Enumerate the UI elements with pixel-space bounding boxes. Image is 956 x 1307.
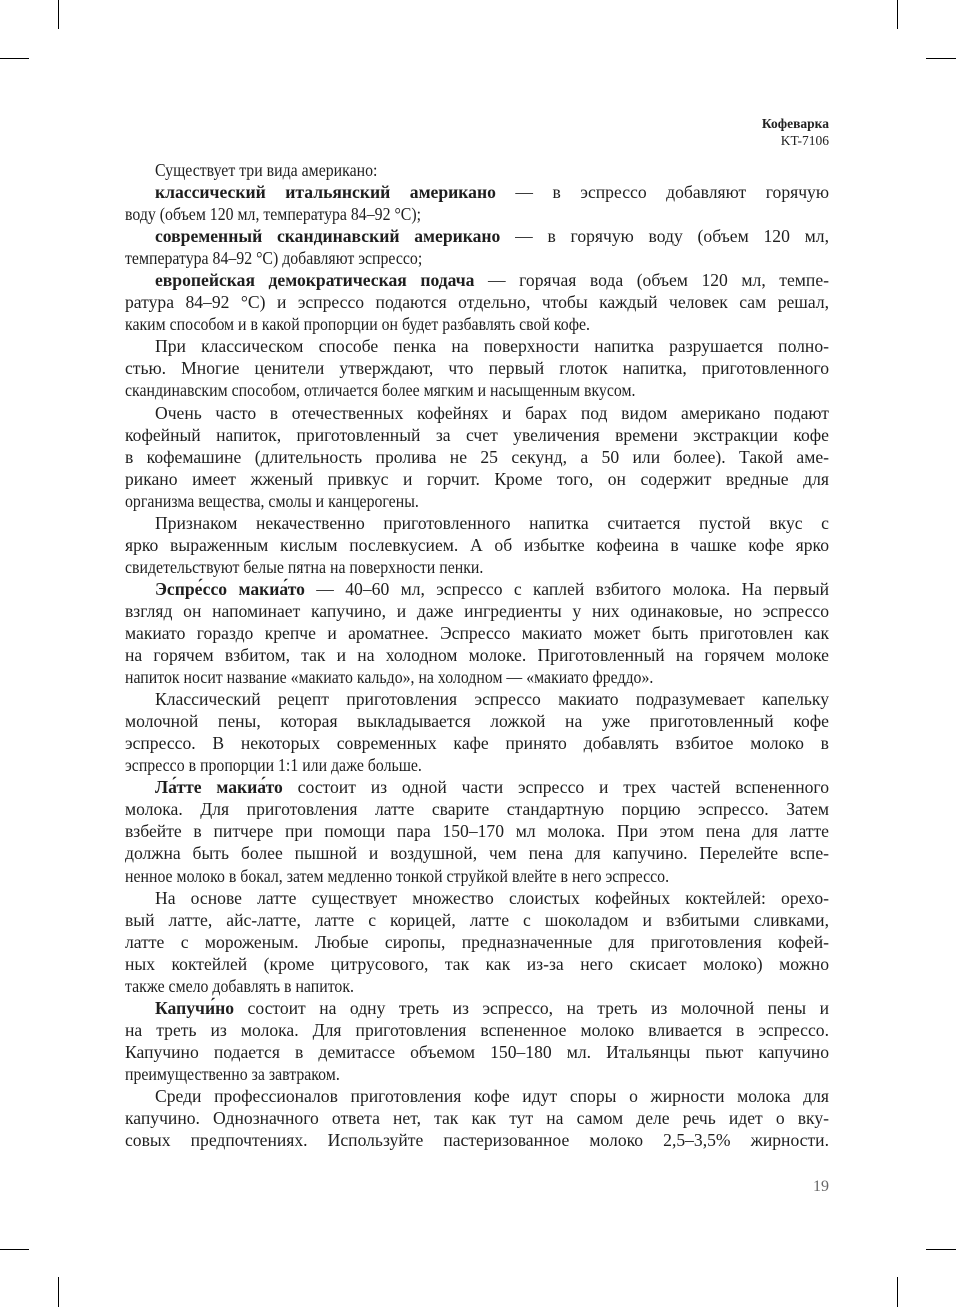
text-run: Капучино подается в демитассе объемом 150–180 мл. Итальянцы пьют капучино — [125, 1041, 829, 1062]
text-line — [125, 600, 829, 622]
text-line — [125, 865, 829, 887]
text-line — [125, 203, 829, 225]
crop-mark-tr-h — [926, 58, 956, 59]
text-line — [125, 1107, 829, 1129]
bold-term: Капучи́но — [155, 997, 235, 1018]
text-run: должна быть более пышной и воздушной, чем пена для капучино. Перелейте вспе- — [125, 843, 829, 864]
text-line — [125, 798, 829, 820]
bold-term: классический итальянский американо — [155, 182, 496, 203]
text-line — [125, 468, 829, 490]
text-run: состоит из одной части эспрессо и трех частей вспененного — [282, 777, 829, 798]
text-run: воду (объем 120 мл, температура 84–92 °С); — [125, 204, 422, 225]
text-run: Классический рецепт приготовления эспрессо макиато подразумевает капельку — [155, 689, 829, 710]
text-line — [125, 247, 829, 269]
text-run: каким способом и в какой пропорции он будет разбавлять свой кофе. — [125, 314, 590, 335]
text-line — [125, 909, 829, 931]
text-line — [125, 820, 829, 842]
text-run: молока. Для приготовления латте сварите стандартную порцию эспрессо. Затем — [125, 799, 829, 820]
bold-term: Эспре́ссо макиа́то — [155, 578, 305, 599]
body-text — [125, 159, 829, 1151]
text-run: ярко выраженным кислым послевкусием. А об избытке кофеина в чашке кофе ярко — [125, 534, 829, 555]
text-line — [125, 402, 829, 424]
text-run: эспрессо. В некоторых современных кафе принято добавлять взбитое молоко в — [125, 733, 829, 754]
text-run: напиток носит название «макиато кальдо», на холодном — «макиато фреддо». — [125, 667, 654, 688]
text-run: скандинавским способом, отличается более мягким и насыщенным вкусом. — [125, 380, 636, 401]
text-run: При классическом способе пенка на поверхности напитка разрушается полно- — [155, 336, 829, 357]
text-line — [125, 754, 829, 776]
crop-mark-tr-v — [897, 0, 898, 29]
text-run: взбейте в питчере при помощи пара 150–170 мл молока. При этом пена для латте — [125, 821, 829, 842]
text-line — [125, 710, 829, 732]
text-run: совых предпочтениях. Используйте пастеризованное молоко 2,5–3,5% жирности. — [125, 1130, 829, 1151]
text-run: на треть из молока. Для приготовления вспененное молоко вливается в эспрессо. — [125, 1019, 829, 1040]
text-run: — в эспрессо добавляют горячую — [495, 182, 830, 203]
bold-term: современный скандинавский американо — [155, 226, 501, 247]
text-run: преимущественно за завтраком. — [125, 1063, 340, 1084]
text-line — [125, 1041, 829, 1063]
text-line — [125, 379, 829, 401]
text-run: ратура 84–92 °С) и эспрессо подаются отдельно, чтобы каждый человек сам решал, — [125, 292, 829, 313]
text-line — [125, 1063, 829, 1085]
text-line — [125, 269, 829, 291]
text-line — [125, 534, 829, 556]
crop-mark-bl-v — [58, 1277, 59, 1307]
text-line — [125, 225, 829, 247]
page-number: 19 — [813, 1178, 829, 1195]
text-line — [125, 1129, 829, 1151]
text-line — [125, 181, 829, 203]
text-run: в кофемашине (длительность пролива не 25 секунд, а 50 или более). Такой аме- — [125, 446, 829, 467]
text-line — [125, 953, 829, 975]
text-run: молочной пены, которая выкладывается ложкой на уже приготовленный кофе — [125, 711, 829, 732]
text-run: эспрессо в пропорции 1:1 или даже больше. — [125, 755, 422, 776]
text-run: рикано имеет жженый привкус и горчит. Кроме того, он содержит вредные для — [125, 468, 829, 489]
text-line — [125, 887, 829, 909]
text-line — [125, 159, 829, 181]
text-run: На основе латте существует множество слоистых кофейных коктейлей: орехо- — [155, 887, 829, 908]
text-line — [125, 446, 829, 468]
text-line — [125, 997, 829, 1019]
text-run: макиато гораздо крепче и ароматнее. Эспрессо макиато может быть приготовлен как — [125, 622, 829, 643]
text-run: Среди профессионалов приготовления кофе идут споры о жирности молока для — [155, 1085, 829, 1106]
crop-mark-br-v — [897, 1277, 898, 1307]
bold-term: европейская демократическая подача — [155, 270, 475, 291]
crop-mark-tl-h — [0, 58, 29, 59]
text-line — [125, 931, 829, 953]
text-run: — 40–60 мл, эспрессо с каплей взбитого молока. На первый — [304, 578, 830, 599]
text-line — [125, 776, 829, 798]
text-run: ненное молоко в бокал, затем медленно тонкой струйкой влейте в него эспрессо. — [125, 865, 670, 886]
text-run: взгляд он напоминает капучино, и даже ингредиенты у них одинаковые, но эспрессо — [125, 600, 829, 621]
text-run: также смело добавлять в напиток. — [125, 975, 354, 996]
header-title: Кофеварка — [761, 116, 829, 131]
text-run: — горячая вода (объем 120 мл, темпе- — [474, 270, 829, 291]
text-line — [125, 490, 829, 512]
bold-term: Ла́тте макиа́то — [155, 777, 283, 798]
text-run: — в горячую воду (объем 120 мл, — [500, 226, 829, 247]
text-run: стью. Многие ценители утверждают, что первый глоток напитка, приготовленного — [125, 358, 829, 379]
text-line — [125, 313, 829, 335]
text-line — [125, 688, 829, 710]
text-run: свидетельствуют белые пятна на поверхности пенки. — [125, 556, 484, 577]
text-line — [125, 842, 829, 864]
running-header — [762, 115, 829, 149]
crop-mark-bl-h — [0, 1249, 29, 1250]
text-run: латте с мороженым. Любые сиропы, предназначенные для приготовления кофей- — [125, 931, 829, 952]
text-line — [125, 512, 829, 534]
text-line — [125, 1085, 829, 1107]
crop-mark-br-h — [926, 1249, 956, 1250]
text-line — [125, 424, 829, 446]
text-line — [125, 644, 829, 666]
text-run: организма вещества, смолы и канцерогены. — [125, 490, 419, 511]
text-run: капучино. Однозначного ответа нет, так как тут на самом деле речь идет о вку- — [125, 1108, 829, 1129]
text-run: кофейный напиток, приготовленный за счет увеличения времени экстракции кофе — [125, 424, 829, 445]
text-run: состоит на одну треть из эспрессо, на треть из молочной пены и — [234, 997, 829, 1018]
text-line — [125, 291, 829, 313]
text-line — [125, 556, 829, 578]
text-run: Существует три вида американо: — [155, 160, 378, 180]
text-line — [125, 357, 829, 379]
text-line — [125, 335, 829, 357]
text-line — [125, 975, 829, 997]
text-run: вый латте, айс-латте, латте с корицей, латте с шоколадом и взбитыми сливками, — [125, 909, 829, 930]
header-model: KT-7106 — [780, 133, 829, 148]
text-run: ных коктейлей (кроме цитрусового, так как из-за него скисает молоко) можно — [125, 953, 829, 974]
text-line — [125, 666, 829, 688]
text-run: Признаком некачественно приготовленного напитка считается пустой вкус с — [155, 512, 829, 533]
text-line — [125, 578, 829, 600]
text-run: Очень часто в отечественных кофейнях и барах под видом американо подают — [155, 402, 829, 423]
crop-mark-tl-v — [58, 0, 59, 29]
text-line — [125, 1019, 829, 1041]
text-run: температура 84–92 °С) добавляют эспрессо; — [125, 248, 423, 269]
text-line — [125, 732, 829, 754]
text-run: на горячем взбитом, так и на холодном молоке. Приготовленный на горячем молоке — [125, 645, 829, 666]
text-line — [125, 622, 829, 644]
